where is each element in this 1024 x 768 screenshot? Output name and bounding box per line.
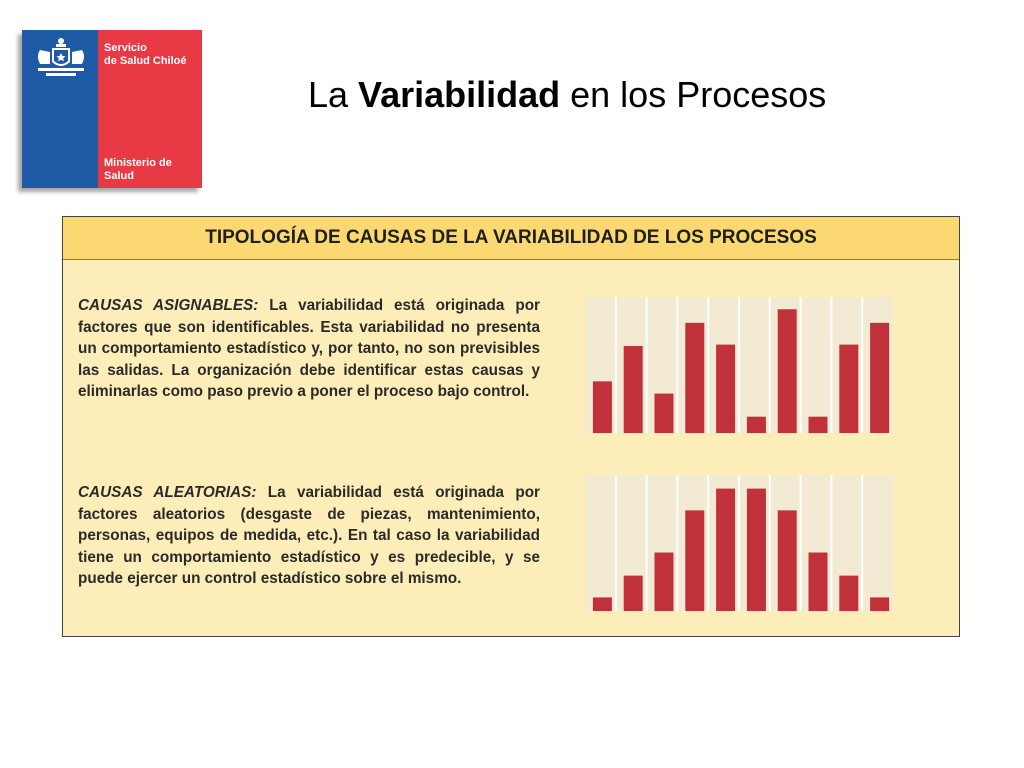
title-bold: Variabilidad [358, 74, 561, 115]
chart-bar [778, 309, 797, 433]
assignable-causes-description: La variabilidad está originada por factores que son identificables. Esta variabilidad no presenta un comportamiento estadístico y, por tanto, no son previsibles las salidas. La organización debe identificar estas causas y eliminarlas como paso previo a poner el proceso bajo control. [78, 297, 540, 400]
random-causes-text [78, 482, 540, 590]
chart-bar [747, 417, 766, 433]
logo-org-line1: Servicio [104, 42, 147, 54]
logo-org-name [104, 42, 187, 68]
chart-bar [685, 323, 704, 433]
logo-org-line2: de Salud Chiloé [104, 55, 187, 67]
logo [22, 30, 202, 188]
logo-red-panel [98, 30, 202, 188]
chart-bar [685, 510, 704, 611]
chart-bar [778, 510, 797, 611]
chart-bar [716, 489, 735, 611]
assignable-causes-term: CAUSAS ASIGNABLES: [78, 297, 259, 314]
chart-bar [870, 323, 889, 433]
chart-bar [716, 345, 735, 433]
chart-bar [593, 381, 612, 433]
table-header: TIPOLOGÍA DE CAUSAS DE LA VARIABILIDAD DE LOS PROCESOS [63, 217, 959, 260]
chart-bar [655, 394, 674, 433]
chart-bar [809, 553, 828, 611]
title-post: en los Procesos [560, 74, 827, 115]
chart-bar [870, 597, 889, 611]
assignable-causes-chart [585, 297, 893, 433]
chart-bar [593, 597, 612, 611]
random-causes-term: CAUSAS ALEATORIAS: [78, 484, 257, 501]
chart-bar [839, 345, 858, 433]
chart-bar [655, 553, 674, 611]
logo-blue-panel [22, 30, 98, 188]
random-causes-description: La variabilidad está originada por factores aleatorios (desgaste de piezas, mantenimiento, personas, equipos de medida, etc.). En tal caso la variabilidad tiene un comportamiento estadístico y es predecible, y se puede ejercer un control estadístico sobre el mismo. [78, 484, 541, 587]
logo-ministry-name [104, 157, 172, 183]
chart-bar [809, 417, 828, 433]
assignable-causes-text [78, 295, 540, 403]
logo-ministry-line2: Salud [104, 170, 134, 182]
causes-table [62, 216, 960, 637]
chart-bar [624, 346, 643, 433]
random-causes-chart [585, 475, 893, 611]
chart-bar [747, 489, 766, 611]
logo-ministry-line1: Ministerio de [104, 157, 172, 169]
chart-bar [624, 576, 643, 611]
title-pre: La [308, 74, 359, 115]
chart-bar [839, 576, 858, 611]
slide-title [308, 74, 826, 116]
coat-of-arms-icon [32, 34, 90, 80]
